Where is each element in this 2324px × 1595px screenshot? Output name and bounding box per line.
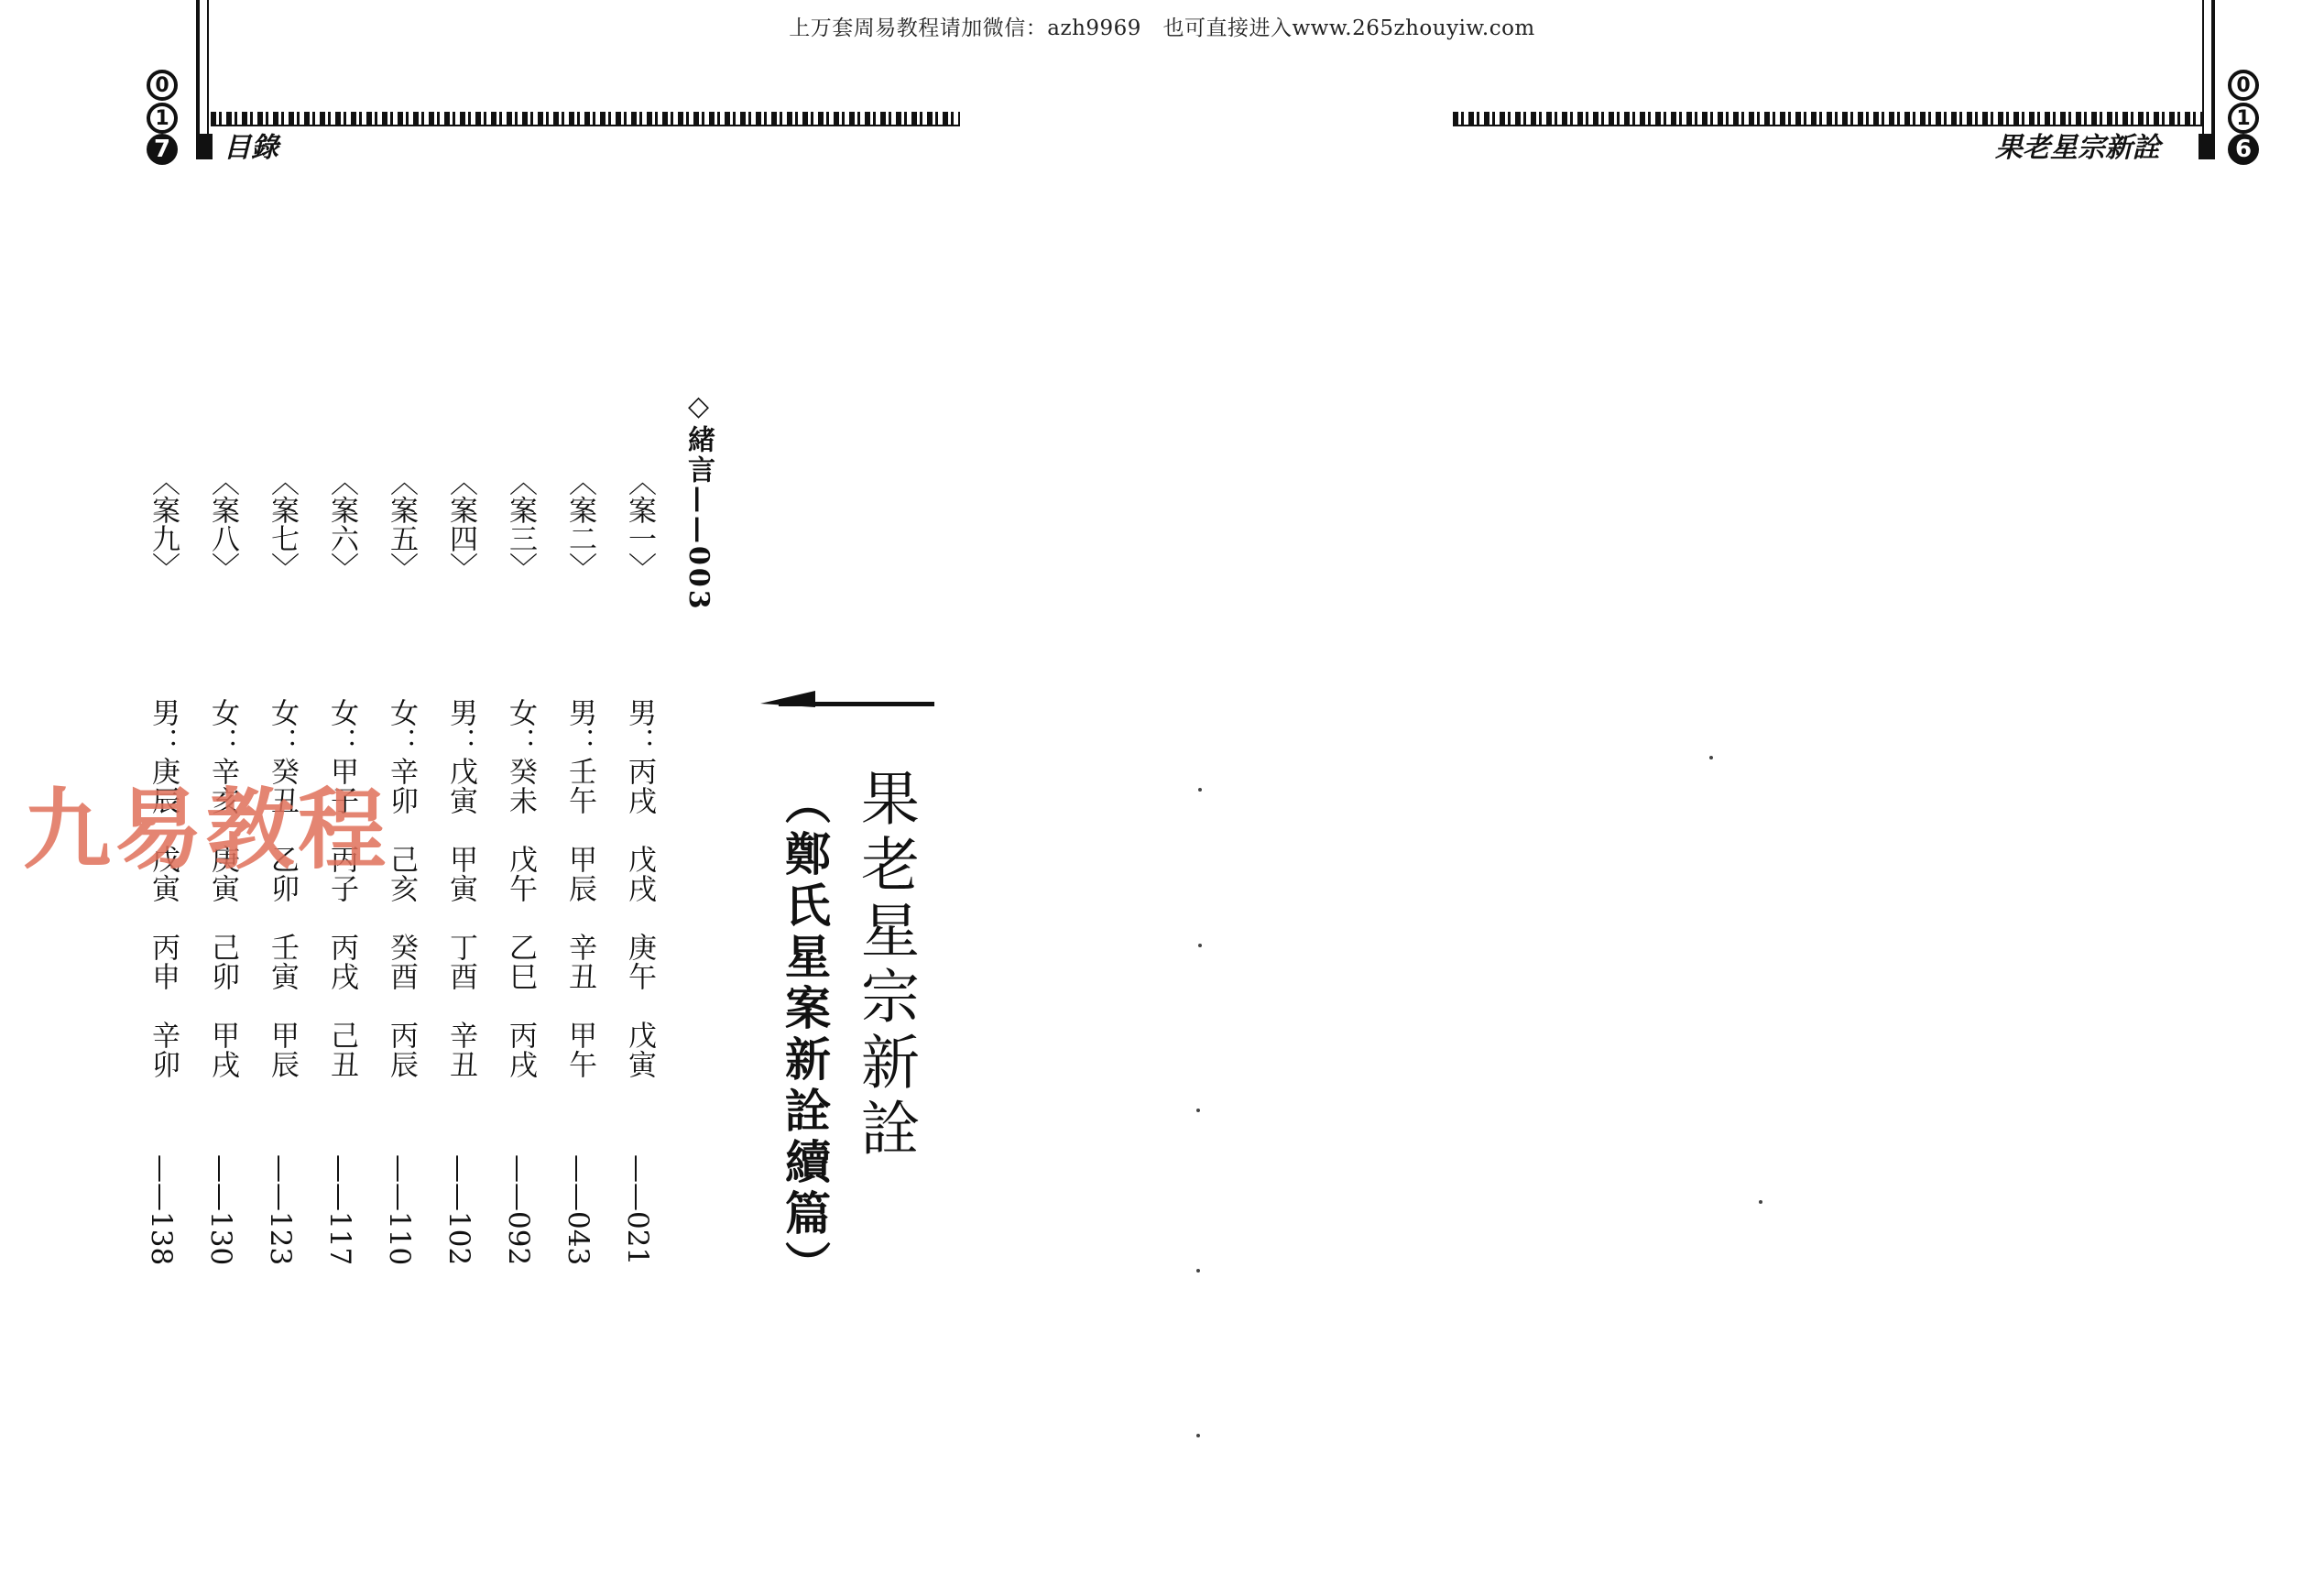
left-page-vertical-rule-inner bbox=[207, 0, 209, 137]
book-title: 果老星宗新詮 bbox=[851, 768, 919, 1163]
arrow-head-icon bbox=[760, 687, 815, 720]
watermark: 九易教程 bbox=[23, 779, 389, 881]
right-page-number-digit-1: 0 bbox=[2228, 70, 2259, 101]
right-page-vertical-rule-outer bbox=[2211, 0, 2215, 137]
toc-entry-1-name: 男：丙戌 戊戌 庚午 戊寅 bbox=[623, 698, 656, 1079]
scan-speck bbox=[1196, 1269, 1200, 1273]
left-page-vertical-rule bbox=[196, 0, 200, 137]
left-page-number-digit-2: 1 bbox=[147, 103, 178, 134]
toc-entry-8-name: 女：辛亥 庚寅 己卯 甲戌 bbox=[206, 698, 239, 1079]
toc-entry-2-label: 〈案二〉 bbox=[563, 467, 596, 581]
toc-entry-7-label: 〈案七〉 bbox=[266, 467, 299, 581]
scan-speck bbox=[1196, 1109, 1200, 1112]
toc-entry-7-name: 女：癸丑 乙卯 壬寅 甲辰 bbox=[266, 698, 299, 1079]
left-page-number-digit-1: 0 bbox=[147, 70, 178, 101]
toc-entry-4-page: ——102 bbox=[442, 1154, 475, 1266]
right-page-vertical-rule bbox=[2202, 0, 2204, 137]
scan-speck bbox=[1198, 788, 1202, 792]
toc-entry-2-page: ——043 bbox=[562, 1154, 595, 1266]
right-running-head: 果老星宗新詮 bbox=[1995, 132, 2160, 164]
toc-entry-1-label: 〈案一〉 bbox=[623, 467, 656, 581]
scan-speck bbox=[1198, 944, 1202, 947]
toc-entry-5-page: ——110 bbox=[383, 1154, 416, 1266]
toc-entry-9-page: ——138 bbox=[145, 1154, 178, 1266]
toc-entry-9-name: 男：庚辰 戊寅 丙申 辛卯 bbox=[147, 698, 180, 1079]
toc-entry-1-page: ——021 bbox=[621, 1154, 654, 1266]
toc-entry-8-label: 〈案八〉 bbox=[206, 467, 239, 581]
toc-entry-4-label: 〈案四〉 bbox=[444, 467, 477, 581]
toc-entry-5-name: 女：辛卯 己亥 癸酉 丙辰 bbox=[385, 698, 418, 1079]
toc-entry-5-label: 〈案五〉 bbox=[385, 467, 418, 581]
toc-entry-7-page: ——123 bbox=[264, 1154, 297, 1266]
toc-entry-4-name: 男：戊寅 甲寅 丁酉 辛丑 bbox=[444, 698, 477, 1079]
right-page-head-block bbox=[2199, 134, 2215, 159]
toc-entry-9-label: 〈案九〉 bbox=[147, 467, 180, 581]
scan-speck bbox=[1709, 756, 1713, 759]
scan-speck bbox=[1759, 1200, 1762, 1204]
toc-entry-3-label: 〈案三〉 bbox=[504, 467, 537, 581]
toc-entry-3-name: 女：癸未 戊午 乙巳 丙戌 bbox=[504, 698, 537, 1079]
toc-intro-entry: ◇緒言——003 bbox=[682, 390, 715, 612]
toc-entry-8-page: ——130 bbox=[204, 1154, 237, 1266]
book-subtitle: （鄭氏星案新詮續篇） bbox=[778, 779, 832, 1292]
toc-entry-6-label: 〈案六〉 bbox=[325, 467, 358, 581]
toc-entry-2-name: 男：壬午 甲辰 辛丑 甲午 bbox=[563, 698, 596, 1079]
top-banner: 上万套周易教程请加微信：azh9969 也可直接进入www.265zhouyiw.com bbox=[789, 16, 1535, 40]
left-page-number-digit-3: 7 bbox=[147, 134, 178, 165]
toc-entry-6-name: 女：甲子 丙子 丙戌 己丑 bbox=[325, 698, 358, 1079]
scan-speck bbox=[1196, 1434, 1200, 1437]
toc-entry-6-page: ——117 bbox=[323, 1154, 356, 1266]
toc-entry-3-page: ——092 bbox=[502, 1154, 535, 1266]
right-page-number-digit-3: 6 bbox=[2228, 134, 2259, 165]
left-page-head-block bbox=[196, 134, 213, 159]
right-page-number-digit-2: 1 bbox=[2228, 103, 2259, 134]
left-running-head: 目錄 bbox=[224, 132, 278, 164]
left-page-ornament-border bbox=[211, 112, 960, 126]
